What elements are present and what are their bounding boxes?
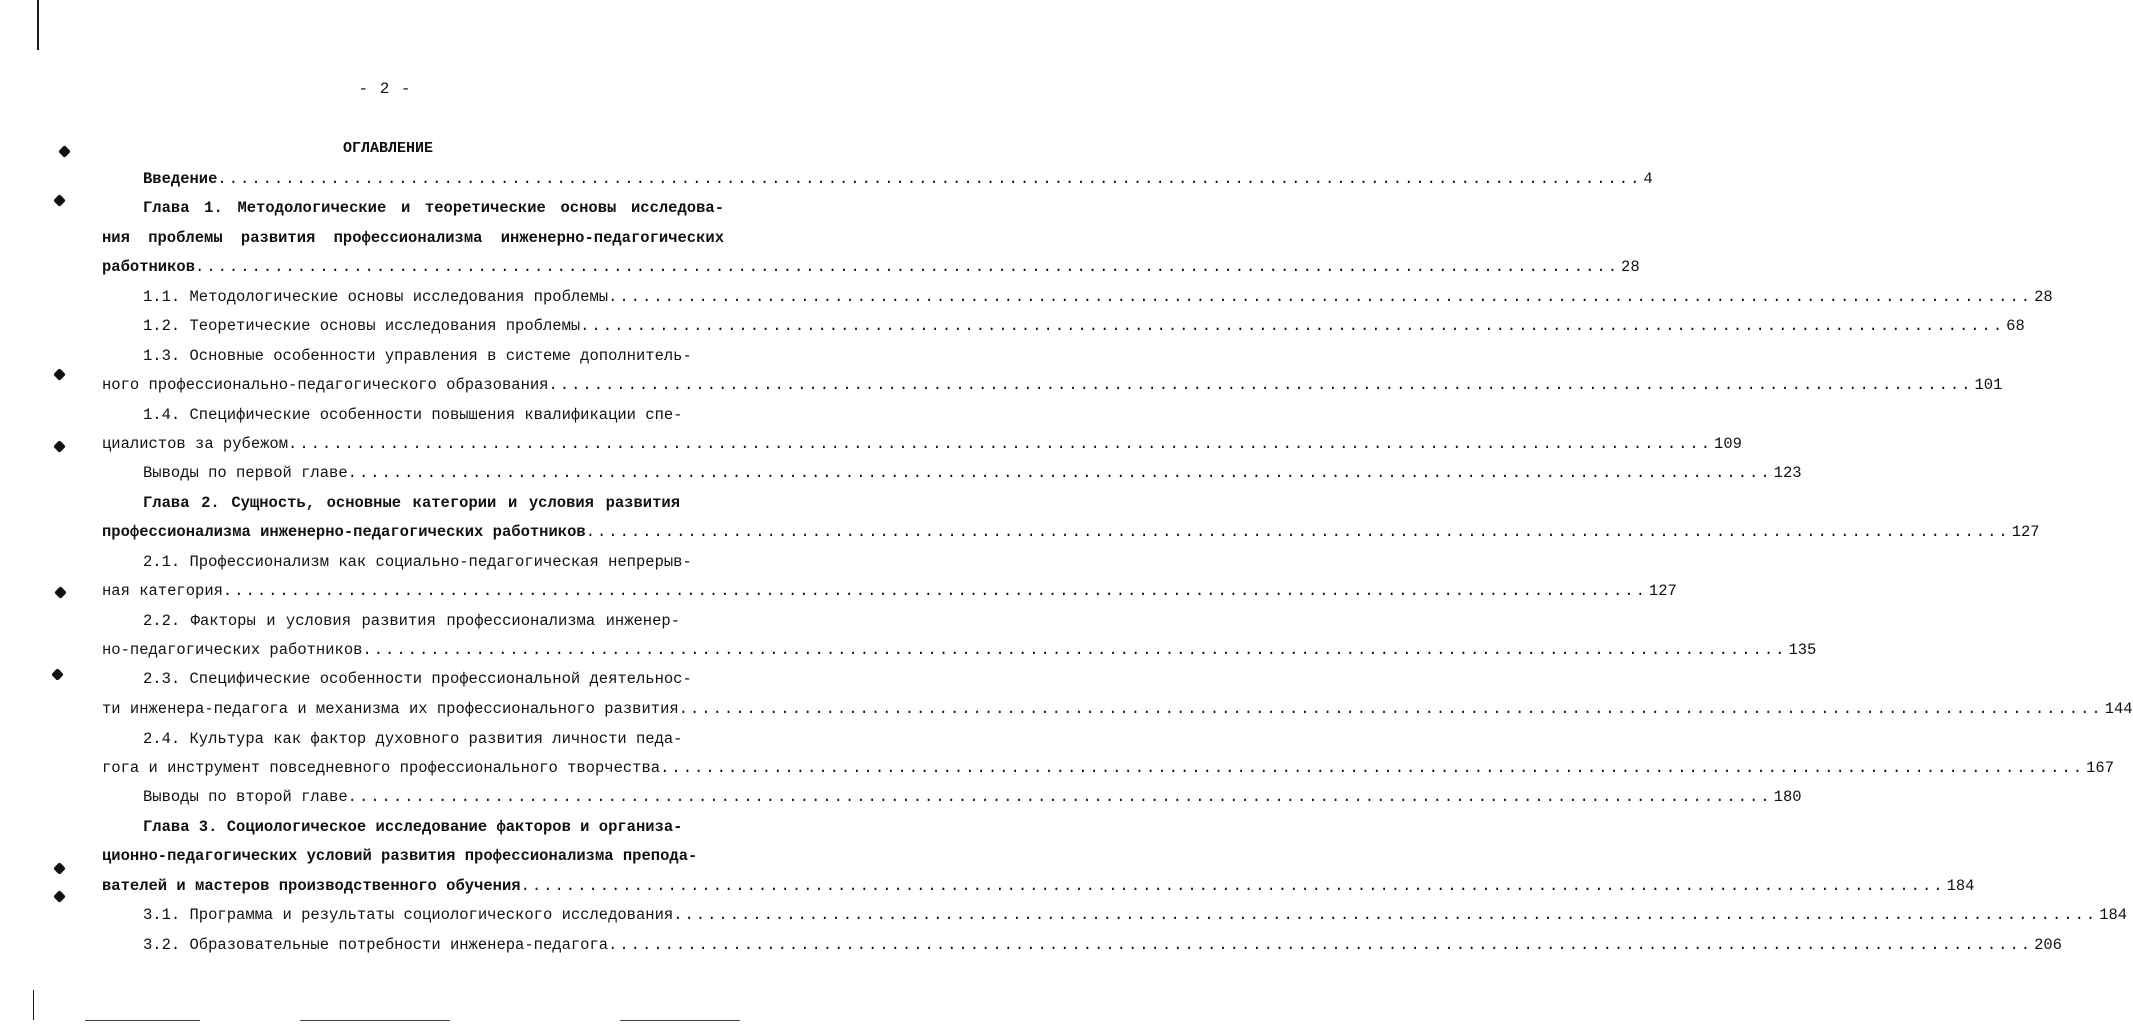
toc-conclusions-2: Выводы по второй главе .............................................................................................................................. 180 (143, 788, 1802, 806)
toc-chapter-2-line-1: Глава 2. Сущность, основные категории и условия развития (143, 494, 680, 512)
dot-leader: .............................................................................................................................. (580, 317, 2005, 335)
binding-hole-mark (53, 368, 66, 381)
toc-section-2-1-line-2: ная категория .............................................................................................................................. 127 (102, 582, 1677, 600)
page-ref: 123 (1773, 464, 1802, 482)
toc-section-2-4-line-2: гога и инструмент повседневного профессионального творчества .............................................................................................................................. 167 (102, 759, 2114, 777)
dot-leader: .............................................................................................................................. (195, 258, 1620, 276)
page-ref: 101 (1974, 376, 2003, 394)
page-ref: 28 (2034, 288, 2053, 306)
page-ref: 68 (2006, 317, 2025, 335)
dot-leader: .............................................................................................................................. (673, 906, 2098, 924)
dot-leader: .............................................................................................................................. (347, 464, 1772, 482)
dot-leader: .............................................................................................................................. (520, 877, 1945, 895)
page-ref: 167 (2086, 759, 2114, 777)
toc-section-3-2: 3.2. Образовательные потребности инженера-педагога .............................................................................................................................. 206 (143, 936, 2062, 954)
page-ref: 180 (1773, 788, 1802, 806)
toc-section-1-2: 1.2. Теоретические основы исследования проблемы .............................................................................................................................. 68 (143, 317, 2025, 335)
binding-hole-mark (53, 890, 66, 903)
page-ref: 184 (2099, 906, 2128, 924)
dot-leader: .............................................................................................................................. (347, 788, 1772, 806)
page-ref: 144 (2104, 700, 2133, 718)
toc-section-2-3-line-2: ти инженера-педагога и механизма их профессионального развития .............................................................................................................................. 144 (102, 700, 2133, 718)
page-ref: 135 (1788, 641, 1817, 659)
page-ref: 206 (2034, 936, 2062, 954)
toc-section-2-2-line-1: 2.2. Факторы и условия развития профессионализма инженер- (143, 612, 680, 630)
bottom-edge-line (85, 1020, 200, 1021)
toc-chapter-3-line-1: Глава 3. Социологическое исследование факторов и организа- (143, 818, 683, 836)
toc-chapter-3-line-2: ционно-педагогических условий развития профессионализма препода- (102, 847, 698, 865)
toc-section-2-2-line-2: но-педагогических работников .............................................................................................................................. 135 (102, 641, 1817, 659)
toc-section-1-3-line-2: ного профессионально-педагогического образования .............................................................................................................................. 101 (102, 376, 2003, 394)
toc-section-1-3-line-1: 1.3. Основные особенности управления в системе дополнитель- (143, 347, 692, 365)
toc-chapter-2-line-2: профессионализма инженерно-педагогических работников .............................................................................................................................. 127 (102, 523, 2040, 541)
dot-leader: .............................................................................................................................. (217, 170, 1642, 188)
page-ref: 28 (1621, 258, 1640, 276)
left-margin-line-lower (33, 990, 34, 1020)
binding-hole-mark (54, 586, 67, 599)
toc-section-2-3-line-1: 2.3. Специфические особенности профессиональной деятельнос- (143, 670, 692, 688)
page-ref: 109 (1714, 435, 1742, 453)
toc-chapter-3-line-3: вателей и мастеров производственного обучения .............................................................................................................................. 184 (102, 877, 1975, 895)
toc-section-3-1: 3.1. Программа и результаты социологического исследования .............................................................................................................................. 184 (143, 906, 2128, 924)
page-ref: 127 (1648, 582, 1677, 600)
page-ref: 184 (1946, 877, 1975, 895)
dot-leader: .............................................................................................................................. (660, 759, 2085, 777)
toc-section-1-4-line-2: циалистов за рубежом .............................................................................................................................. 109 (102, 435, 1742, 453)
page-ref: 127 (2011, 523, 2040, 541)
toc-chapter-1-line-2: ния проблемы развития профессионализма инженерно-педагогических (102, 229, 724, 247)
bottom-edge-line (300, 1020, 450, 1021)
dot-leader: .............................................................................................................................. (222, 582, 1647, 600)
page-ref: 4 (1643, 170, 1653, 188)
toc-section-2-1-line-1: 2.1. Профессионализм как социально-педагогическая непрерыв- (143, 553, 692, 571)
page-number: - 2 - (358, 80, 412, 98)
left-margin-line (37, 0, 39, 50)
dot-leader: .............................................................................................................................. (362, 641, 1787, 659)
dot-leader: .............................................................................................................................. (608, 288, 2033, 306)
dot-leader: .............................................................................................................................. (678, 700, 2103, 718)
binding-hole-mark (53, 194, 66, 207)
binding-hole-mark (53, 862, 66, 875)
binding-hole-mark (51, 668, 64, 681)
dot-leader: .............................................................................................................................. (585, 523, 2010, 541)
toc-section-2-4-line-1: 2.4. Культура как фактор духовного развития личности педа- (143, 730, 683, 748)
toc-conclusions-1: Выводы по первой главе .............................................................................................................................. 123 (143, 464, 1802, 482)
toc-section-1-4-line-1: 1.4. Специфические особенности повышения квалификации спе- (143, 406, 683, 424)
toc-chapter-1-line-1: Глава 1. Методологические и теоретические основы исследова- (143, 199, 724, 217)
bottom-edge-line (620, 1020, 740, 1021)
binding-hole-mark (53, 440, 66, 453)
toc-chapter-1-line-3: работников .............................................................................................................................. 28 (102, 258, 1640, 276)
toc-entry-introduction: Введение .............................................................................................................................. 4 (143, 170, 1653, 188)
toc-section-1-1: 1.1. Методологические основы исследования проблемы .............................................................................................................................. 28 (143, 288, 2053, 306)
dot-leader: .............................................................................................................................. (548, 376, 1973, 394)
toc-title: ОГЛАВЛЕНИЕ (342, 140, 433, 157)
dot-leader: .............................................................................................................................. (608, 936, 2033, 954)
dot-leader: .............................................................................................................................. (288, 435, 1713, 453)
